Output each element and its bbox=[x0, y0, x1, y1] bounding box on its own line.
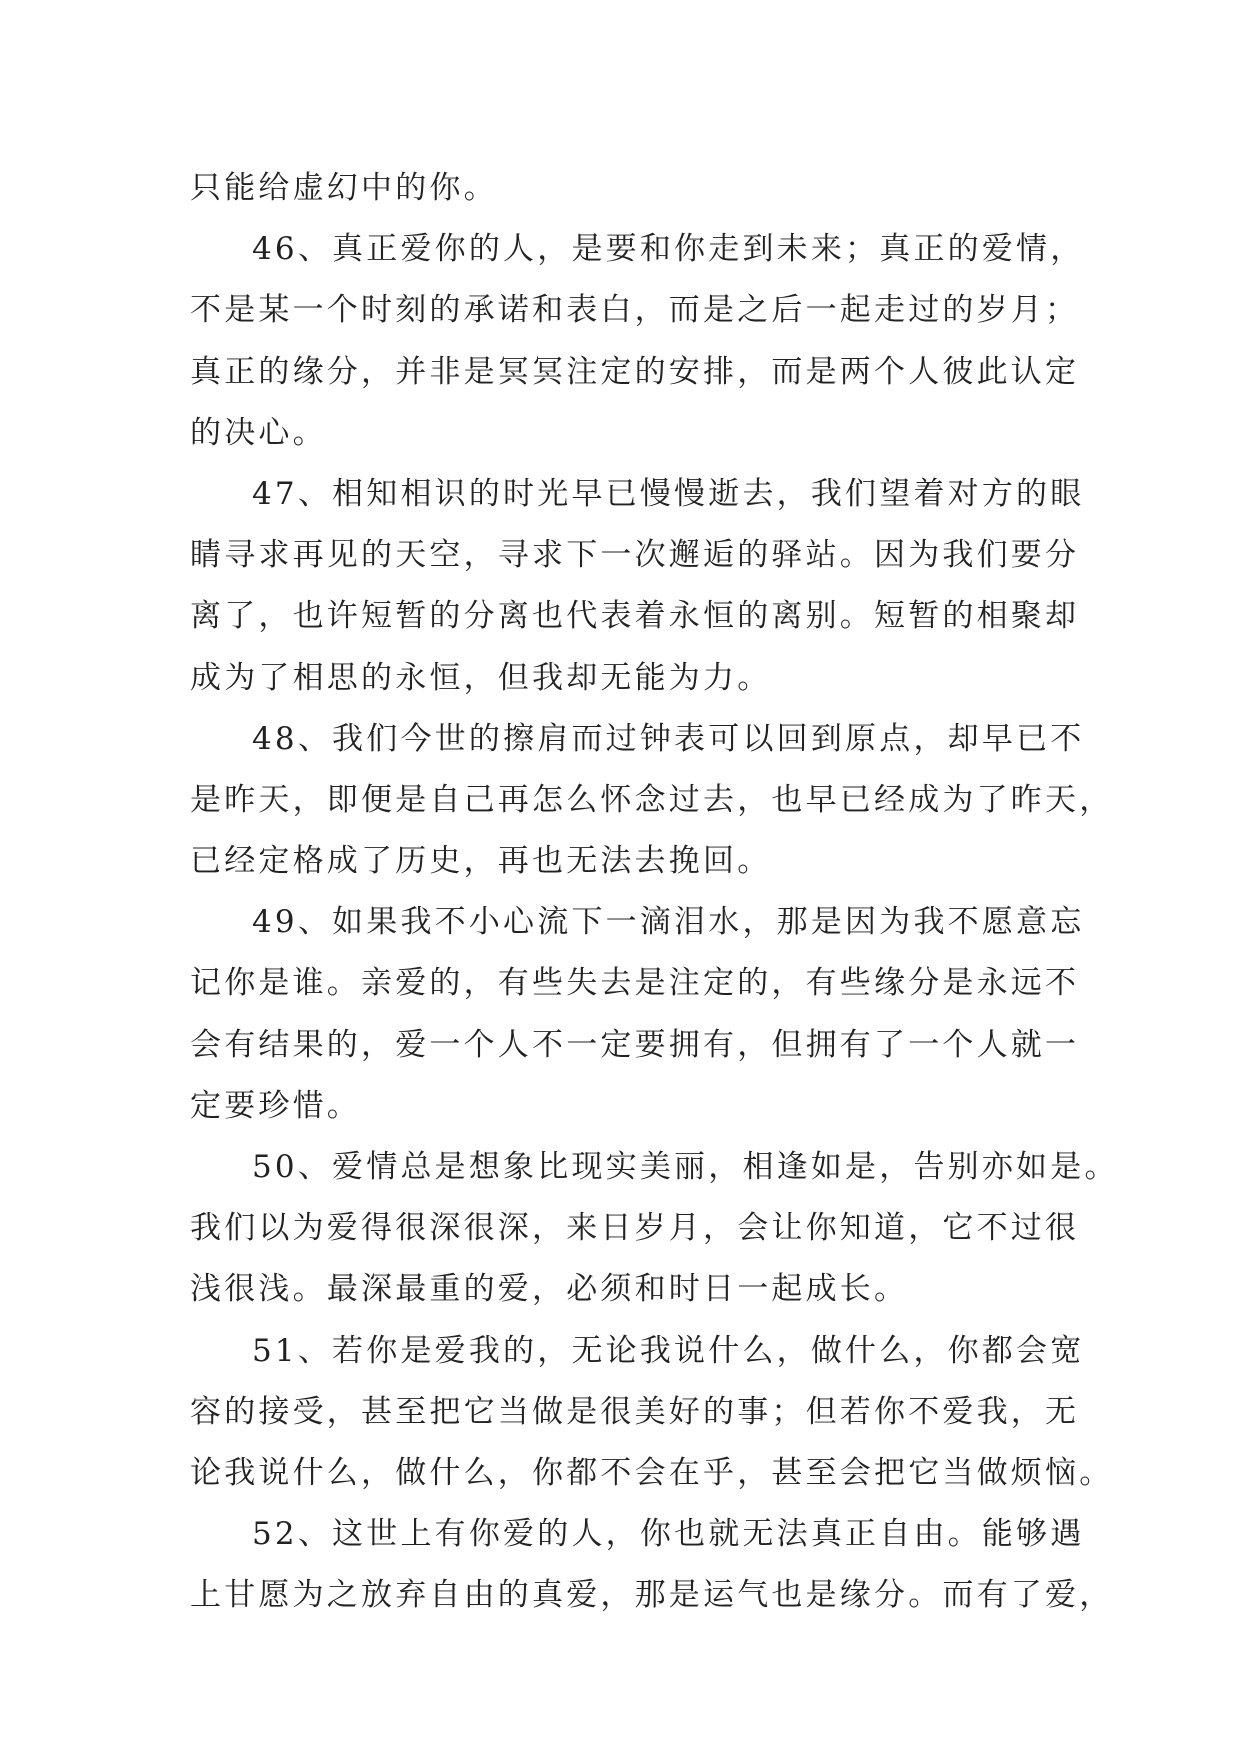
text-line: 浅很浅。最深最重的爱，必须和时日一起成长。 bbox=[190, 1271, 909, 1308]
text-line: 我们以为爱得很深很深，来日岁月，会让你知道，它不过很 bbox=[190, 1210, 1080, 1247]
text-line: 46、真正爱你的人，是要和你走到未来；真正的爱情， bbox=[252, 231, 1085, 268]
text-line: 会有结果的，爱一个人不一定要拥有，但拥有了一个人就一 bbox=[190, 1026, 1080, 1063]
text-line: 是昨天，即便是自己再怎么怀念过去，也早已经成为了昨天， bbox=[190, 781, 1114, 818]
text-line: 真正的缘分，并非是冥冥注定的安排，而是两个人彼此认定 bbox=[190, 353, 1080, 390]
text-line: 52、这世上有你爱的人，你也就无法真正自由。能够遇 bbox=[252, 1516, 1085, 1553]
text-line: 51、若你是爱我的，无论我说什么，做什么，你都会宽 bbox=[252, 1332, 1085, 1369]
text-line: 50、爱情总是想象比现实美丽，相逢如是，告别亦如是。 bbox=[252, 1149, 1119, 1185]
text-line: 定要珍惜。 bbox=[190, 1087, 361, 1124]
text-line: 49、如果我不小心流下一滴泪水，那是因为我不愿意忘 bbox=[252, 904, 1085, 941]
text-line: 不是某一个时刻的承诺和表白，而是之后一起走过的岁月； bbox=[190, 292, 1080, 329]
text-line: 离了，也许短暂的分离也代表着永恒的离别。短暂的相聚却 bbox=[190, 598, 1080, 635]
text-line: 论我说什么，做什么，你都不会在乎，甚至会把它当做烦恼。 bbox=[190, 1454, 1114, 1491]
text-line: 的决心。 bbox=[190, 414, 327, 451]
text-line: 已经定格成了历史，再也无法去挽回。 bbox=[190, 843, 772, 880]
document-body bbox=[190, 158, 1119, 1627]
text-line: 记你是谁。亲爱的，有些失去是注定的，有些缘分是永远不 bbox=[190, 965, 1080, 1002]
text-line: 成为了相思的永恒，但我却无能为力。 bbox=[190, 659, 772, 696]
text-line: 上甘愿为之放弃自由的真爱，那是运气也是缘分。而有了爱， bbox=[190, 1577, 1114, 1614]
text-line: 睛寻求再见的天空，寻求下一次邂逅的驿站。因为我们要分 bbox=[190, 537, 1080, 574]
text-line: 47、相知相识的时光早已慢慢逝去，我们望着对方的眼 bbox=[252, 475, 1085, 512]
text-line: 只能给虚幻中的你。 bbox=[190, 170, 498, 206]
text-line: 48、我们今世的擦肩而过钟表可以回到原点，却早已不 bbox=[252, 720, 1085, 757]
text-line: 容的接受，甚至把它当做是很美好的事；但若你不爱我，无 bbox=[190, 1393, 1080, 1430]
